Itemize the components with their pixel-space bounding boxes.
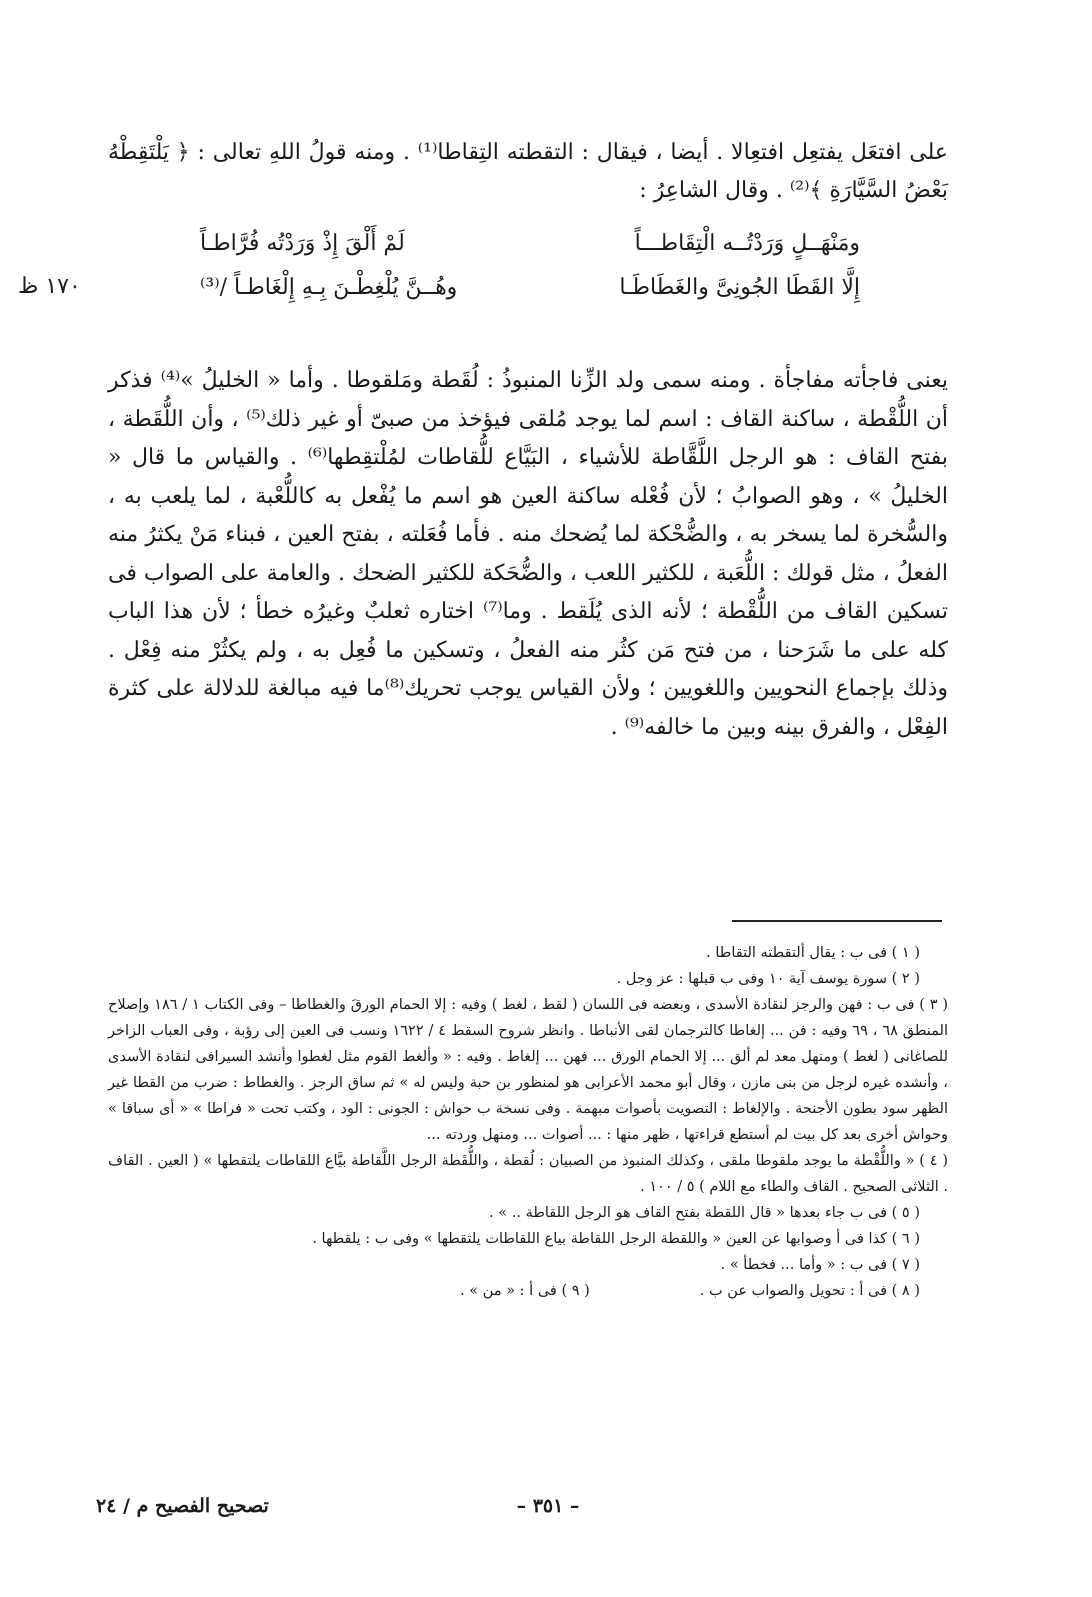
footnotes-section xyxy=(108,940,948,1304)
verse-1-first-hemistich: ومَنْهَــلٍ وَرَدْتُــه الْتِقَاطـــاً xyxy=(634,231,860,256)
footnote-5: ( ٥ ) فى ب جاء بعدها « قال اللقطة بفتح القاف هو الرجل اللقاطة .. » . xyxy=(489,1205,920,1221)
page-number: – ٣٥١ – xyxy=(516,1495,580,1517)
body-paragraph-2: يعنى فاجأته مفاجأة . ومنه سمى ولد الزِّنا المنبوذُ : لُقَطة ومَلقوطا . وأما « الخليلُ »⁽⁴⁾ فذكر أن اللُّقْطة ، ساكنة القاف : اسم لما يوجد مُلقى فيؤخذ من صبىّ أو غير ذلك⁽⁵⁾ ، وأن اللُّقَطة ، بفتح القاف : هو الرجل اللَّقَّاطة للأشياء ، البَيَّاع للُّقاطات لمُلْتقِطها⁽⁶⁾ . والقياس ما قال « الخليلُ » ، وهو الصوابُ ؛ لأن فُعْله ساكنة العين هو اسم ما يُفْعل به كاللُّعْبة ، لما يلعب به ، والسُّخرة لما يسخر به ، والضُّحْكة لما يُضحك منه . فأما فُعَلته ، بفتح العين ، فبناء مَنْ يكثرُ منه الفعلُ ، مثل قولك : اللُّعَبة ، للكثير اللعب ، والضُّحَكة للكثير الضحك . والعامة على الصواب فى تسكين القاف من اللُّقْطة ؛ لأنه الذى يُلَقط . وما⁽⁷⁾ اختاره ثعلبٌ وغيرُه خطأ ؛ لأن هذا الباب كله على ما شَرَحنا ، من فتح مَن كثُر منه الفعلُ ، وتسكين ما فُعِل به ، ولم يكثُرْ منه فِعْل . وذلك بإجماع النحويين واللغويين ؛ ولأن القياس يوجب تحريك⁽⁸⁾ما فيه مبالغة للدلالة على كثرة الفِعْل ، والفرق بينه وبين ما خالفه⁽⁹⁾ . xyxy=(108,368,948,740)
footnote-7: ( ٧ ) فى ب : « وأما ... فخطأ » . xyxy=(720,1257,920,1273)
footnote-8: ( ٨ ) فى أ : تحويل والصواب عن ب . xyxy=(699,1283,920,1299)
printer-signature-mark: تصحيح الفصيح م / ٢٤ xyxy=(96,1495,269,1517)
verse-2-first-hemistich: إِلَّا القَطَا الجُونِىَّ والغَطَاطَـا xyxy=(619,275,860,300)
footnote-6: ( ٦ ) كذا فى أ وصوابها عن العين « واللقطة الرجل اللقاطة بياع اللقاطات يلتقطها » وفى ب : يلقطها . xyxy=(312,1231,920,1247)
verse-2-second-hemistich: وهُــنَّ يُلْغِطْـنَ بِـهِ إِلْغَاطـاً /⁽³⁾ xyxy=(200,275,458,300)
footnote-separator-rule xyxy=(732,920,942,922)
footnote-row-8-9 xyxy=(108,1278,948,1304)
verse-line-1 xyxy=(200,224,860,264)
footnote-2: ( ٢ ) سورة يوسف آية ١٠ وفى ب قبلها : عز وجل . xyxy=(616,971,920,987)
manuscript-folio-marker: ١٧٠ ظ xyxy=(18,274,81,299)
body-paragraph-1: على افتعَل يفتعِل افتعِالا . أيضا ، فيقال : التقطته التِقاطا⁽¹⁾ . ومنه قولُ اللهِ تعالى : ﴿ يَلْتَقِطْهُ بَعْضُ السَّيَّارَةِ ﴾⁽²⁾ . وقال الشاعِرُ : xyxy=(108,140,948,203)
footnote-9: ( ٩ ) فى أ : « من » . xyxy=(460,1283,590,1299)
footnote-3: ( ٣ ) فى ب : فهن والرجز لنقادة الأسدى ، وبعضه فى اللسان ( لقط ، لغط ) وفيه : إلا الحمام الورقَ والغطاطا – وفى الكتاب ١ / ١٨٦ وإصلاح المنطق ٦٨ ، ٦٩ وفيه : فن ... إلغاطا كالترجمان لقى الأنباطا . وانظر شروح السقط ٤ / ١٦٢٢ ونسب فى العين إلى رؤبة ، وفى العباب الزاخر للصاغانى ( لغط ) ومنهل معد لم ألق ... إلا الحمام الورق ... فهن ... إلغاط . وفيه : « وألغط القوم مثل لغطوا وأنشد السيرافى لنقادة الأسدى ، وأنشده غيره لرجل من بنى مازن ، وقال أبو محمد الأعرابى هو لمنظور بن حبة وليس له » ثم ساق الرجز . والغطاط : ضرب من القطا غير الظهر سود بطون الأجنحة . والإلغاط : التصويت بأصوات مبهمة . وفى نسخة ب حواش : الجونى : الود ، وكتب تحت « فراطا » « أى سباقا » وحواش أخرى بعد كل بيت لم أستطع قراءتها ، ظهر منها : ... أصوات ... ومنهل وردته ... xyxy=(108,997,949,1143)
verse-line-2 xyxy=(200,268,860,308)
verse-1-second-hemistich: لَمْ أَلْقَ إِذْ وَرَدْتُه فُرَّاطـاً xyxy=(200,231,405,256)
footnote-1: ( ١ ) فى ب : يقال ألتقطته التقاطا . xyxy=(706,945,920,961)
footnote-4: ( ٤ ) « واللُّقْطة ما يوجد ملقوطا ملقى ، وكذلك المنبوذ من الصبيان : لُقطة ، واللُّقَطة الرجل اللَّقاطة بيَّاع اللقاطات يلتقطها » ( العين . القاف . الثلاثى الصحيح . القاف والطاء مع اللام ) ٥ / ١٠٠ . xyxy=(108,1153,948,1195)
